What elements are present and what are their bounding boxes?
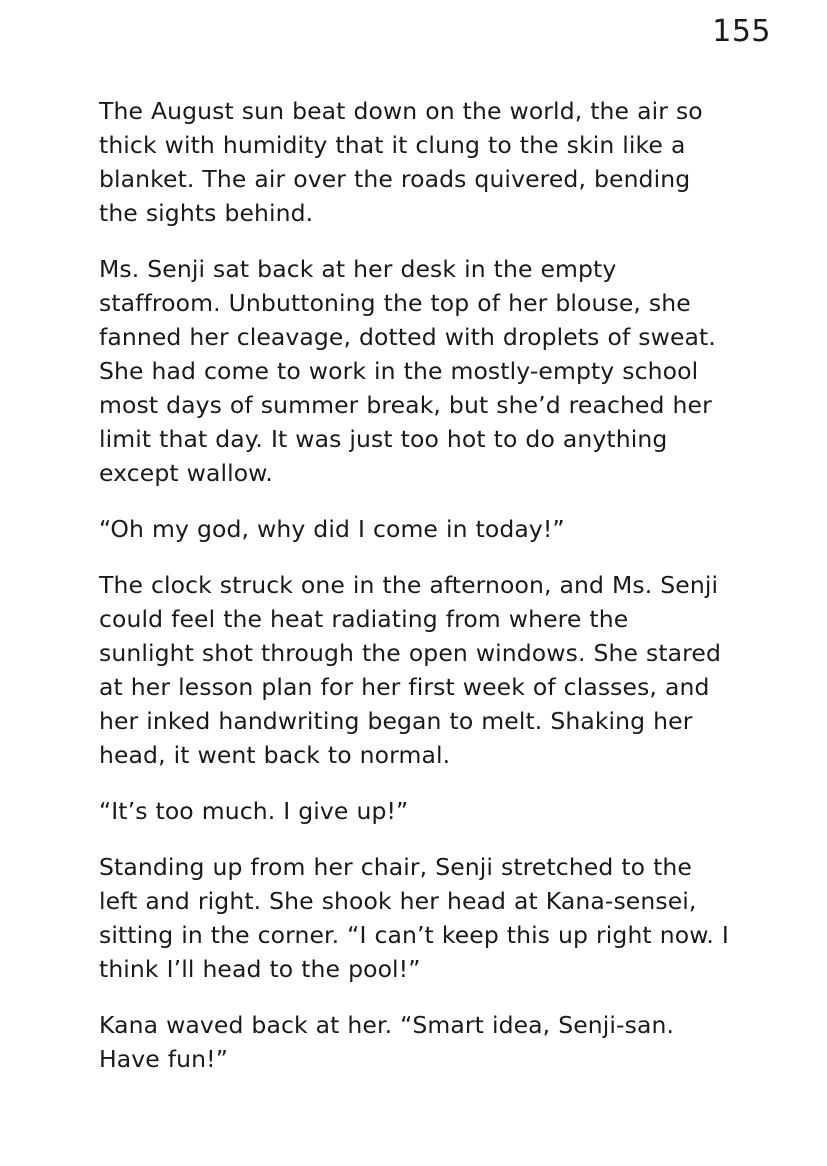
page-body	[99, 94, 731, 1076]
paragraph: Ms. Senji sat back at her desk in the empty staffroom. Unbuttoning the top of her blouse, she fanned her cleavage, dotted with droplets of sweat. She had come to work in the mostly-empty school most days of summer break, but she’d reached her limit that day. It was just too hot to do anything except wallow.	[99, 255, 716, 487]
page-number: 155	[712, 14, 771, 49]
paragraph: “Oh my god, why did I come in today!”	[99, 515, 565, 543]
paragraph: Kana waved back at her. “Smart idea, Senji-san. Have fun!”	[99, 1011, 675, 1073]
paragraph: The August sun beat down on the world, the air so thick with humidity that it clung to the skin like a blanket. The air over the roads quivered, bending the sights behind.	[99, 97, 703, 227]
paragraph: The clock struck one in the afternoon, and Ms. Senji could feel the heat radiating from where the sunlight shot through the open windows. She stared at her lesson plan for her first week of classes, and her inked handwriting began to melt. Shaking her head, it went back to normal.	[99, 571, 722, 769]
paragraph: Standing up from her chair, Senji stretched to the left and right. She shook her head at Kana-sensei, sitting in the corner. “I can’t keep this up right now. I think I’ll head to the pool!”	[99, 853, 729, 983]
paragraph: “It’s too much. I give up!”	[99, 797, 409, 825]
